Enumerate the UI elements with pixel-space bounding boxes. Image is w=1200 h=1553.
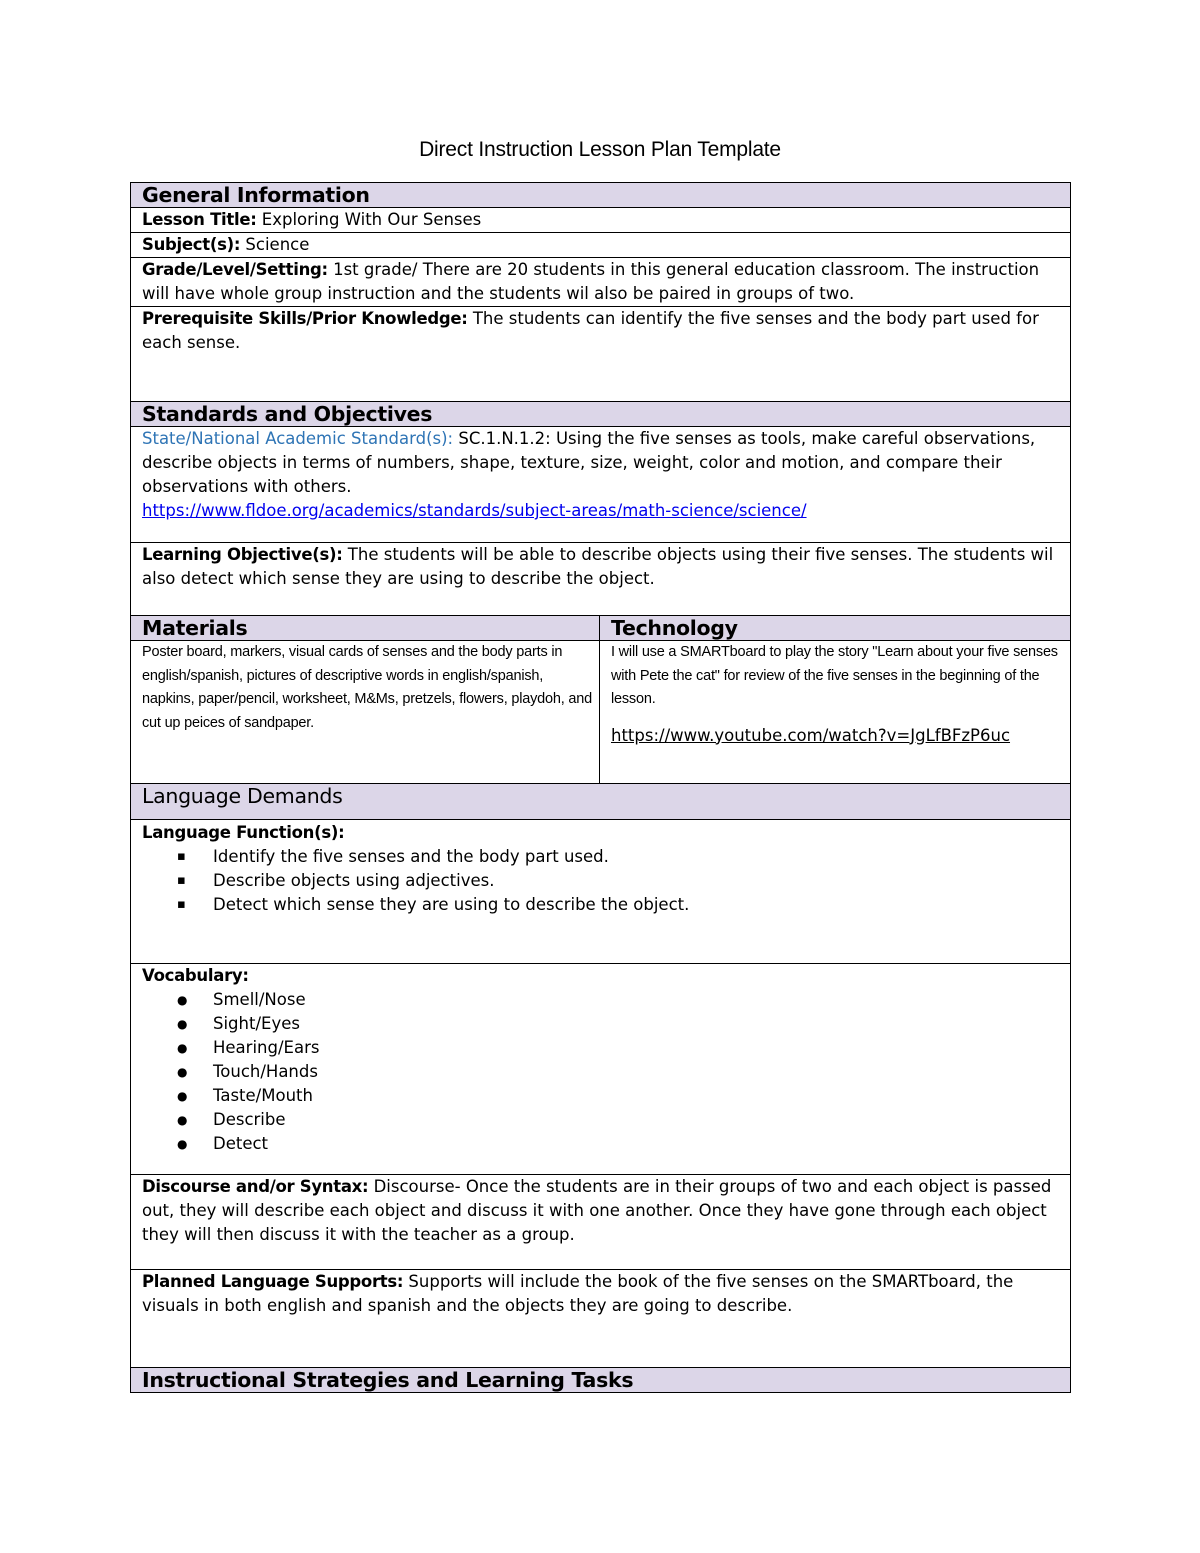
vocabulary-label: Vocabulary:: [142, 966, 249, 985]
standard-row: [131, 427, 1071, 543]
vocabulary-item: ● Taste/Mouth: [142, 1084, 1070, 1108]
instructional-header-row: [131, 1368, 1071, 1393]
prereq-label: Prerequisite Skills/Prior Knowledge:: [142, 309, 468, 328]
materials-text: Poster board, markers, visual cards of senses and the body parts in english/spanish, pictures of descriptive words in english/spanish, napkins, paper/pencil, worksheet, M&Ms, pretzels, flowers, playdoh, and cut up peices of sandpaper.: [142, 644, 593, 731]
technology-header: Technology: [600, 616, 1071, 641]
general-information-header: General Information: [131, 183, 1071, 208]
objective-value: The students will be able to describe objects using their five senses. The students wil also detect which sense they are using to describe the object.: [142, 545, 1054, 588]
discourse-row: [131, 1175, 1071, 1270]
grade-value: 1st grade/ There are 20 students in this general education classroom. The instruction will have whole group instruction and the students wil also be paired in groups of two.: [142, 260, 1040, 303]
subject-label: Subject(s):: [142, 235, 241, 254]
instructional-strategies-header: Instructional Strategies and Learning Tasks: [131, 1368, 1071, 1393]
materials-technology-row: [131, 641, 1071, 784]
vocabulary-row: [131, 964, 1071, 1175]
standard-value: SC.1.N.1.2: Using the five senses as tools, make careful observations, describe objects in terms of numbers, shape, texture, size, weight, color and motion, and compare their observations with others.: [142, 429, 1036, 496]
language-function-item: ▪ Identify the five senses and the body part used.: [142, 845, 1070, 869]
lesson-title-label: Lesson Title:: [142, 210, 257, 229]
language-functions-list: [142, 845, 1070, 917]
grade-row: [131, 258, 1071, 307]
language-demands-header: Language Demands: [131, 784, 1071, 820]
grade-label: Grade/Level/Setting:: [142, 260, 328, 279]
language-function-item: ▪ Detect which sense they are using to describe the object.: [142, 893, 1070, 917]
lesson-title-value: Exploring With Our Senses: [256, 210, 482, 229]
supports-row: [131, 1270, 1071, 1368]
standard-link[interactable]: https://www.fldoe.org/academics/standards/subject-areas/math-science/science/: [142, 501, 807, 520]
discourse-value: Discourse- Once the students are in their groups of two and each object is passed out, they will describe each object and discuss it with one another. Once they have gone through each object they will then discuss it with the teacher as a group.: [142, 1177, 1052, 1244]
vocabulary-list: [142, 988, 1070, 1156]
supports-label: Planned Language Supports:: [142, 1272, 404, 1291]
vocabulary-item: ● Describe: [142, 1108, 1070, 1132]
document-title: Direct Instruction Lesson Plan Template: [419, 138, 781, 161]
language-functions-row: [131, 820, 1071, 964]
vocabulary-item: ● Detect: [142, 1132, 1070, 1156]
subject-row: [131, 233, 1071, 258]
standard-label: State/National Academic Standard(s):: [142, 429, 454, 448]
prereq-row: [131, 307, 1071, 402]
objective-label: Learning Objective(s):: [142, 545, 343, 564]
technology-text: I will use a SMARTboard to play the story "Learn about your five senses with Pete the cat" for review of the five senses in the beginning of the lesson.: [611, 644, 1058, 707]
supports-value: Supports will include the book of the five senses on the SMARTboard, the visuals in both english and spanish and the objects they are going to describe.: [142, 1272, 1014, 1315]
standards-header: Standards and Objectives: [131, 402, 1071, 427]
prereq-value: The students can identify the five senses and the body part used for each sense.: [142, 309, 1039, 352]
language-function-item: ▪ Describe objects using adjectives.: [142, 869, 1070, 893]
vocabulary-item: ● Touch/Hands: [142, 1060, 1070, 1084]
lesson-title-row: [131, 208, 1071, 233]
objective-row: [131, 543, 1071, 616]
materials-technology-header-row: [131, 616, 1071, 641]
vocabulary-item: ● Hearing/Ears: [142, 1036, 1070, 1060]
vocabulary-item: ● Sight/Eyes: [142, 1012, 1070, 1036]
general-information-header-row: [131, 183, 1071, 208]
discourse-label: Discourse and/or Syntax:: [142, 1177, 369, 1196]
technology-link[interactable]: https://www.youtube.com/watch?v=JgLfBFzP6uc: [611, 725, 1011, 745]
subject-value: Science: [240, 235, 310, 254]
materials-header: Materials: [131, 616, 600, 641]
language-header-row: [131, 784, 1071, 820]
lesson-plan-table: [130, 182, 1071, 1393]
standards-header-row: [131, 402, 1071, 427]
vocabulary-item: ● Smell/Nose: [142, 988, 1070, 1012]
language-functions-label: Language Function(s):: [142, 823, 345, 842]
